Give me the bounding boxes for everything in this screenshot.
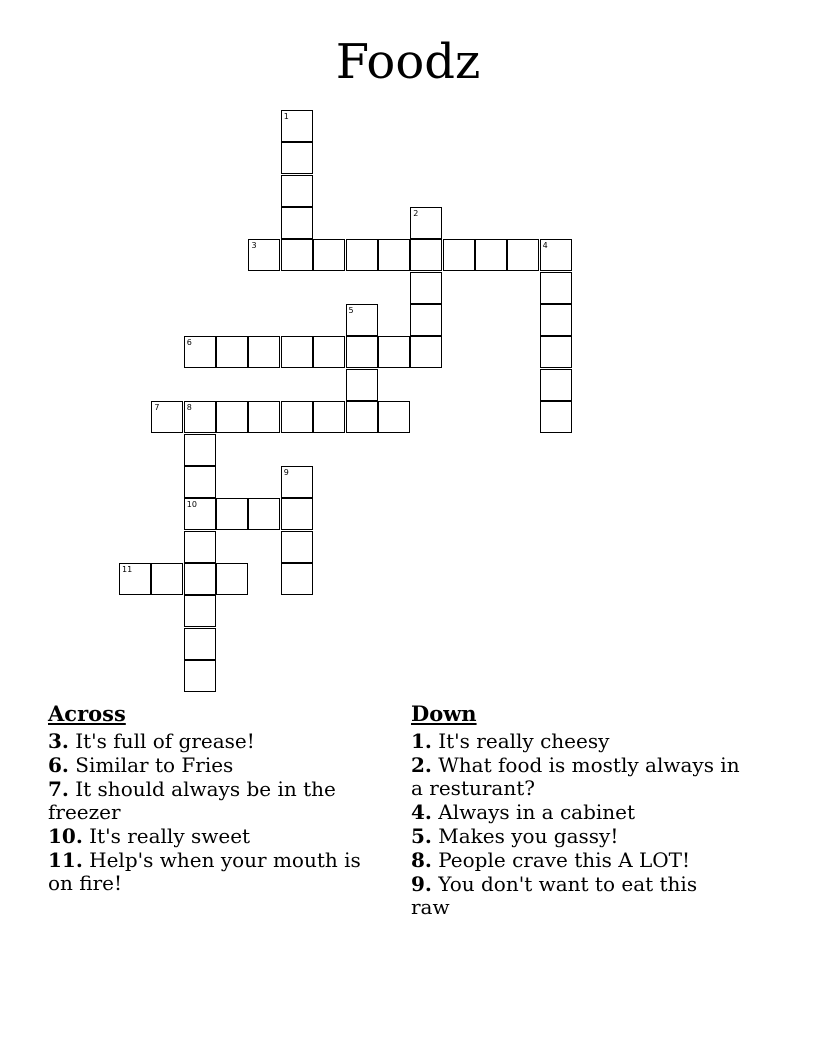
clue-text: What food is mostly always in a resturant? [411, 753, 740, 800]
grid-cell[interactable] [151, 401, 183, 433]
clue-text: Help's when your mouth is on fire! [48, 848, 361, 895]
across-clue [48, 825, 388, 848]
clue-text: You don't want to eat this raw [411, 872, 698, 919]
grid-cell[interactable] [248, 336, 280, 368]
down-clue [411, 849, 741, 872]
down-heading: Down [411, 701, 477, 726]
grid-cell[interactable] [281, 110, 313, 142]
grid-cell[interactable] [281, 401, 313, 433]
grid-cell[interactable] [281, 531, 313, 563]
clue-num: 5. [411, 824, 432, 848]
grid-cell[interactable] [281, 466, 313, 498]
clue-number: 9 [283, 467, 289, 477]
grid-cell[interactable] [378, 336, 410, 368]
down-clue [411, 825, 741, 848]
clue-number: 3 [251, 241, 257, 251]
grid-cell[interactable] [540, 239, 572, 271]
clue-num: 10. [48, 824, 83, 848]
grid-cell[interactable] [281, 498, 313, 530]
grid-cell[interactable] [540, 336, 572, 368]
grid-cell[interactable] [378, 401, 410, 433]
grid-cell[interactable] [216, 401, 248, 433]
clue-num: 11. [48, 848, 83, 872]
grid-cell[interactable] [184, 466, 216, 498]
clue-num: 7. [48, 777, 69, 801]
grid-cell[interactable] [346, 239, 378, 271]
down-clue [411, 873, 741, 919]
grid-cell[interactable] [216, 336, 248, 368]
grid-cell[interactable] [281, 175, 313, 207]
grid-cell[interactable] [281, 239, 313, 271]
grid-cell[interactable] [540, 272, 572, 304]
grid-cell[interactable] [184, 531, 216, 563]
clue-text: People crave this A LOT! [431, 848, 691, 872]
grid-cell[interactable] [475, 239, 507, 271]
grid-cell[interactable] [248, 498, 280, 530]
across-clue [48, 849, 388, 895]
clue-number: 11 [122, 564, 133, 574]
down-clue [411, 801, 741, 824]
clue-text: It's full of grease! [68, 729, 255, 753]
grid-cell[interactable] [281, 142, 313, 174]
grid-cell[interactable] [313, 336, 345, 368]
grid-cell[interactable] [119, 563, 151, 595]
clue-num: 2. [411, 753, 432, 777]
clue-number: 5 [348, 306, 354, 316]
clue-text: It's really sweet [82, 824, 251, 848]
down-clue [411, 730, 741, 753]
clue-num: 8. [411, 848, 432, 872]
grid-cell[interactable] [184, 434, 216, 466]
grid-cell[interactable] [281, 336, 313, 368]
grid-cell[interactable] [313, 239, 345, 271]
puzzle-title: Foodz [335, 34, 481, 90]
grid-cell[interactable] [346, 401, 378, 433]
grid-cell[interactable] [410, 304, 442, 336]
grid-cell[interactable] [184, 595, 216, 627]
grid-cell[interactable] [248, 401, 280, 433]
clue-number: 8 [186, 403, 192, 413]
clue-num: 3. [48, 729, 69, 753]
across-clues [48, 700, 388, 896]
clue-text: Makes you gassy! [431, 824, 619, 848]
clue-text: Always in a cabinet [431, 800, 636, 824]
down-clue [411, 754, 741, 800]
grid-cell[interactable] [410, 272, 442, 304]
clue-text: Similar to Fries [68, 753, 234, 777]
grid-cell[interactable] [346, 369, 378, 401]
grid-cell[interactable] [184, 498, 216, 530]
grid-cell[interactable] [507, 239, 539, 271]
clue-num: 9. [411, 872, 432, 896]
clue-number: 10 [186, 500, 197, 510]
clue-num: 6. [48, 753, 69, 777]
clue-number: 2 [413, 209, 419, 219]
grid-cell[interactable] [184, 628, 216, 660]
across-clue [48, 730, 388, 753]
clue-text: It's really cheesy [431, 729, 610, 753]
grid-cell[interactable] [281, 207, 313, 239]
grid-cell[interactable] [540, 401, 572, 433]
grid-cell[interactable] [443, 239, 475, 271]
grid-cell[interactable] [410, 239, 442, 271]
grid-cell[interactable] [346, 304, 378, 336]
clue-number: 4 [542, 241, 548, 251]
clue-num: 4. [411, 800, 432, 824]
grid-cell[interactable] [346, 336, 378, 368]
grid-cell[interactable] [540, 369, 572, 401]
grid-cell[interactable] [184, 563, 216, 595]
grid-cell[interactable] [184, 401, 216, 433]
clue-number: 7 [154, 403, 160, 413]
grid-cell[interactable] [151, 563, 183, 595]
across-heading: Across [48, 701, 126, 726]
across-clue [48, 754, 388, 777]
grid-cell[interactable] [410, 207, 442, 239]
clue-number: 1 [283, 112, 289, 121]
grid-cell[interactable] [216, 498, 248, 530]
grid-cell[interactable] [216, 563, 248, 595]
grid-cell[interactable] [410, 336, 442, 368]
down-clues [411, 700, 741, 920]
grid-cell[interactable] [313, 401, 345, 433]
clue-num: 1. [411, 729, 432, 753]
grid-cell[interactable] [184, 660, 216, 692]
grid-cell[interactable] [540, 304, 572, 336]
grid-cell[interactable] [378, 239, 410, 271]
grid-cell[interactable] [184, 336, 216, 368]
clue-number: 6 [186, 338, 192, 348]
across-clue [48, 778, 388, 824]
clue-text: It should always be in the freezer [48, 777, 336, 824]
grid-cell[interactable] [281, 563, 313, 595]
grid-cell[interactable] [248, 239, 280, 271]
